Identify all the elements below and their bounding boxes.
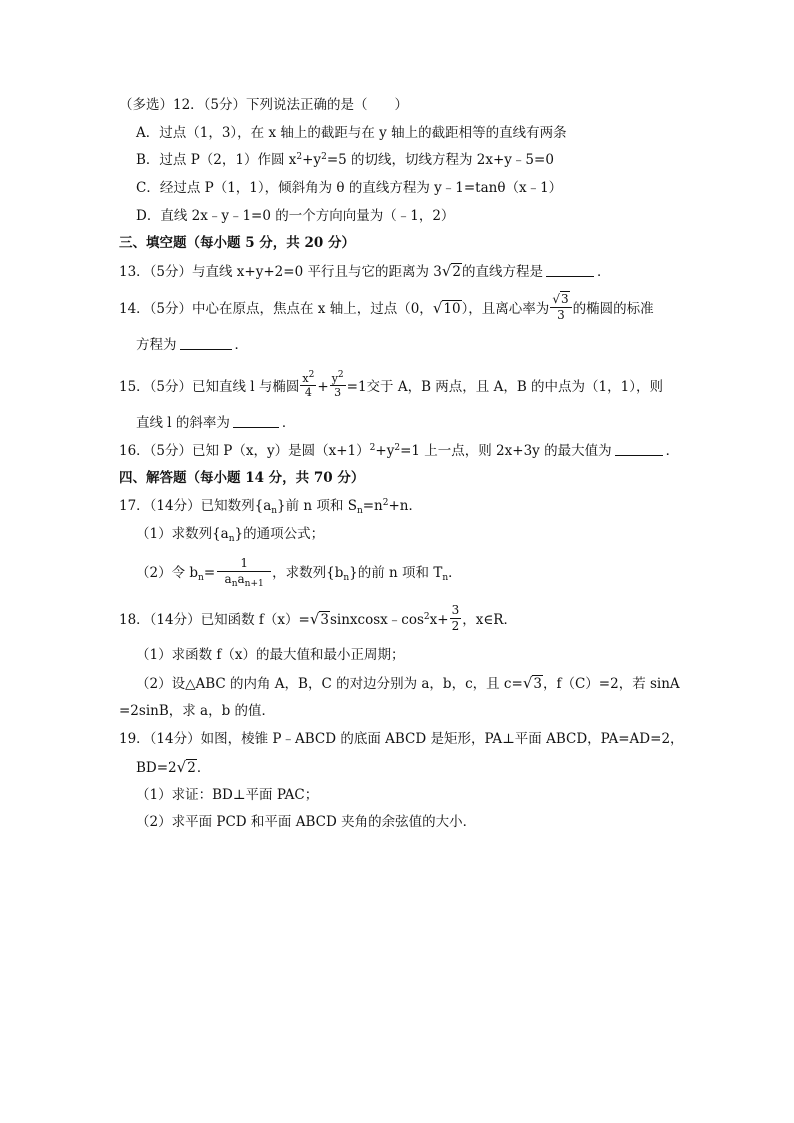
q12-option-b: B．过点 P（2，1）作圆 $x^2+y^2=5$ 的切线，切线方程为 2x+y﹣5=0 (136, 152, 554, 168)
q15-line1: 15．（5分）已知直线 l 与椭圆 $\frac{x^2}{4}$ + $\frac{y^2}{3}$ =1交于 A，B 两点，且 A，B 的中点为（1，1），则 (119, 370, 663, 399)
section-heading-solutions: 四、解答题（每小题 14 分，共 70 分） (119, 470, 365, 486)
q18-part2-cont: =2sinB，求 a，b 的值． (119, 703, 276, 719)
q19-stem: 19．（14分）如图，棱锥 P﹣ABCD 的底面 ABCD 是矩形，PA⊥平面 ABCD，PA=AD=2， (119, 731, 684, 747)
fraction: $\frac{1}{a_na_{n+1}}$ (217, 556, 271, 587)
answer-blank (180, 336, 232, 350)
sqrt-symbol: √3 (522, 674, 542, 692)
q16: 16．（5分）已知 P（x，y）是圆$(x+1)^2+y^2=1$ 上一点，则 2x+3y 的最大值为 ． (119, 443, 680, 459)
fraction: $\frac{3}{2}$ (451, 603, 460, 633)
q17-part1: （1）求数列$\{a_n\}$的通项公式； (136, 526, 325, 544)
sqrt-symbol: √10 (432, 299, 461, 317)
sqrt-symbol: √2 (441, 262, 461, 280)
q12-option-a: A．过点（1，3），在 x 轴上的截距与在 y 轴上的截距相等的直线有两条 (136, 125, 567, 141)
answer-blank (233, 414, 279, 428)
q17-stem: 17．（14分）已知数列$\{a_n\}$前 n 项和 $S_n=n^2+n$． (119, 498, 423, 516)
q19-part1: （1）求证：BD⊥平面 PAC； (136, 787, 319, 803)
fraction: $\frac{y^2}{3}$ (331, 370, 344, 399)
sqrt-symbol: √3 (309, 610, 329, 628)
q18-stem: 18．（14分）已知函数 $f(x)=√3sinxcosx﹣\cos^2x+$ $\frac{3}{2}$ ，x∈R． (119, 603, 517, 633)
fraction: $\frac{√3}{3}$ (550, 292, 571, 323)
section-heading-fill-in: 三、填空题（每小题 5 分，共 20 分） (119, 235, 355, 251)
q19-stem-cont: BD=2√2． (136, 758, 211, 776)
q15-line2: 直线 l 的斜率为 ． (136, 415, 296, 431)
answer-blank (615, 442, 663, 456)
q12-option-d: D．直线 2x﹣y﹣1=0 的一个方向向量为（﹣1，2） (136, 208, 455, 224)
q17-part2: （2）令 $b_n=$ $\frac{1}{a_na_{n+1}}$ ，求数列$\{b_n\}$的前 n 项和 $T_n$． (136, 556, 462, 589)
q18-part1: （1）求函数 f（x）的最大值和最小正周期； (136, 647, 405, 663)
q12-option-c: C．经过点 P（1，1），倾斜角为 θ 的直线方程为 y﹣1=tanθ（x﹣1） (136, 180, 563, 196)
answer-blank (546, 263, 594, 277)
q19-part2: （2）求平面 PCD 和平面 ABCD 夹角的余弦值的大小． (136, 814, 477, 830)
q14-line2: 方程为 ． (136, 337, 248, 353)
q12-stem: （多选）12．（5分）下列说法正确的是（ ） (119, 97, 409, 113)
q13: 13．（5分）与直线 x+y+2=0 平行且与它的距离为 3√2的直线方程是 ． (119, 262, 611, 280)
q14-line1: 14．（5分）中心在原点，焦点在 x 轴上，过点（0，√10），且离心率为 $\frac{√3}{3}$ 的椭圆的标准 (119, 292, 654, 322)
q18-part2: （2）设△ABC 的内角 A，B，C 的对边分别为 a，b，c，且 c=√3，f（C）=2，若 sinA (136, 674, 680, 692)
sqrt-symbol: √2 (176, 758, 196, 776)
fraction: $\frac{x^2}{4}$ (302, 370, 315, 399)
